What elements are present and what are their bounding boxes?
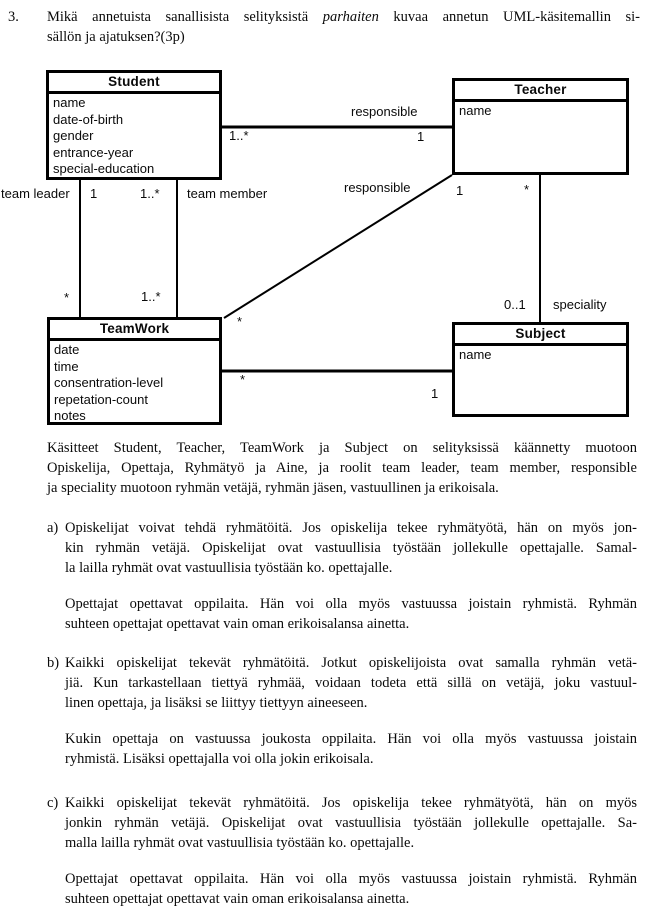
option-c-label: c) [47,795,59,811]
option-c-paragraph-1 [65,793,637,853]
option-c-paragraph-2 [65,869,637,909]
option-b-label: b) [47,655,60,671]
role-label-responsible-mid: responsible [344,180,411,195]
multiplicity-label: * [240,372,246,387]
text-line: suhteen opettajat opettavat vain oman erikoisalansa ainetta. [65,616,410,632]
role-label-team-member: team member [187,186,268,201]
class-box-teamwork [47,317,222,425]
text-line: jiä. Kun tarkastellaan tiettyä ryhmää, voidaan todeta että sillä on vetäjä, joku vastuul- [65,675,637,691]
class-attribute: date [54,342,80,357]
class-box-teacher [452,78,629,175]
class-title-teacher: Teacher [455,81,626,102]
text-line: Opettajat opettavat oppilaita. Hän voi olla myös vastuussa joistain ryhmistä. Ryhmän [65,871,637,887]
multiplicity-label: 1..* [141,289,161,304]
text-line: Opiskelija, Opettaja, Ryhmätyö ja Aine, ja roolit team leader, team member, responsible [47,460,637,476]
text-line: Kaikki opiskelijat tekevät ryhmätöitä. Jos opiskelija tekee ryhmätyötä, hän on myös [65,795,637,811]
multiplicity-label: 1 [431,386,439,401]
class-title-student: Student [49,73,219,94]
class-box-student [46,70,222,180]
class-attribute: notes [54,408,86,423]
question-text-pre: Mikä annetuista sanallisista selityksistä [47,9,323,25]
option-a-label: a) [47,520,59,536]
text-line: ja speciality muotoon ryhmän vetäjä, ryhmän jäsen, vastuullinen ja erikoisala. [47,480,499,496]
class-attribute: special-education [53,161,155,176]
class-attribute: name [53,95,86,110]
text-line: Opettajat opettavat oppilaita. Hän voi olla myös vastuussa joistain ryhmistä. Ryhmän [65,596,637,612]
class-attribute: entrance-year [53,144,134,160]
intro-paragraph [47,438,637,498]
question-line-1 [47,7,640,27]
role-label-team-leader: team leader [1,186,70,201]
class-attribute: consentration-level [54,375,164,390]
option-c [47,793,637,909]
multiplicity-label: * [237,314,243,329]
class-attribute: name [459,347,492,362]
question-header [8,7,640,47]
class-attribute: time [54,358,79,374]
text-line: Kukin opettaja on vastuussa joukosta oppilaita. Hän voi olla myös vastuussa joistain [65,731,637,747]
text-line: ryhmistä. Lisäksi opettajalla voi olla jokin erikoisala. [65,751,374,767]
option-b-paragraph-1 [65,653,637,713]
option-a-paragraph-1 [65,518,637,578]
multiplicity-label: 1..* [140,186,160,201]
class-attribute: date-of-birth [53,111,124,127]
option-a-paragraph-2 [65,594,637,634]
question-text-italic: parhaiten [322,9,379,25]
class-attributes-subject [455,346,626,414]
class-title-teamwork: TeamWork [50,320,219,341]
text-line: malla lailla ryhmät ovat vastuullisia työstään ko. opettajalle. [65,835,415,851]
multiplicity-label: * [64,290,70,305]
multiplicity-label: 1..* [229,128,249,143]
class-attribute: repetation-count [54,391,148,407]
class-attribute: name [459,103,492,118]
multiplicity-label: * [524,182,530,197]
class-title-subject: Subject [455,325,626,346]
text-line: suhteen opettajat opettavat vain oman erikoisalansa ainetta. [65,891,410,907]
role-label-speciality: speciality [553,297,607,312]
option-c-body [65,793,637,909]
text-line: la lailla ryhmät ovat vastuullisia työstään ko. opettajalle. [65,560,393,576]
multiplicity-label: 0..1 [504,297,526,312]
class-attributes-teamwork [50,341,219,426]
class-attribute: gender [53,128,94,143]
uml-diagram [0,60,654,438]
role-label-responsible-top: responsible [351,104,418,119]
multiplicity-label: 1 [90,186,98,201]
multiplicity-label: 1 [456,183,464,198]
text-line: Opiskelijat voivat tehdä ryhmätöitä. Jos opiskelija tekee ryhmätyötä, hän on myös jon- [65,520,637,536]
class-attributes-student [49,94,219,179]
class-box-subject [452,322,629,417]
option-a-body [65,518,637,634]
question-text [47,7,640,47]
option-b-body [65,653,637,769]
text-line: kin ryhmän vetäjä. Opiskelijat ovat vastuullisia työstään jollekulle opettajalle. Samal- [65,540,637,556]
multiplicity-label: 1 [417,129,425,144]
text-line: jonkin ryhmän vetäjä. Opiskelijat ovat vastuullisia työstään jollekulle opettajalle. Sa- [65,815,637,831]
question-line-2: sällön ja ajatuksen?(3p) [47,29,185,45]
option-b-paragraph-2 [65,729,637,769]
question-number: 3. [8,9,19,25]
text-line: Kaikki opiskelijat tekevät ryhmätöitä. Jotkut opiskelijoista ovat samalla ryhmän vetä- [65,655,637,671]
class-attributes-teacher [455,102,626,172]
text-line: Käsitteet Student, Teacher, TeamWork ja Subject on selityksissä käännetty muotoon [47,440,637,456]
question-text-post: kuvaa annetun UML-käsitemallin si- [378,9,640,25]
option-a [47,518,637,634]
option-b [47,653,637,769]
text-line: linen opettaja, ja lisäksi se liittyy tiettyyn aineeseen. [65,695,368,711]
